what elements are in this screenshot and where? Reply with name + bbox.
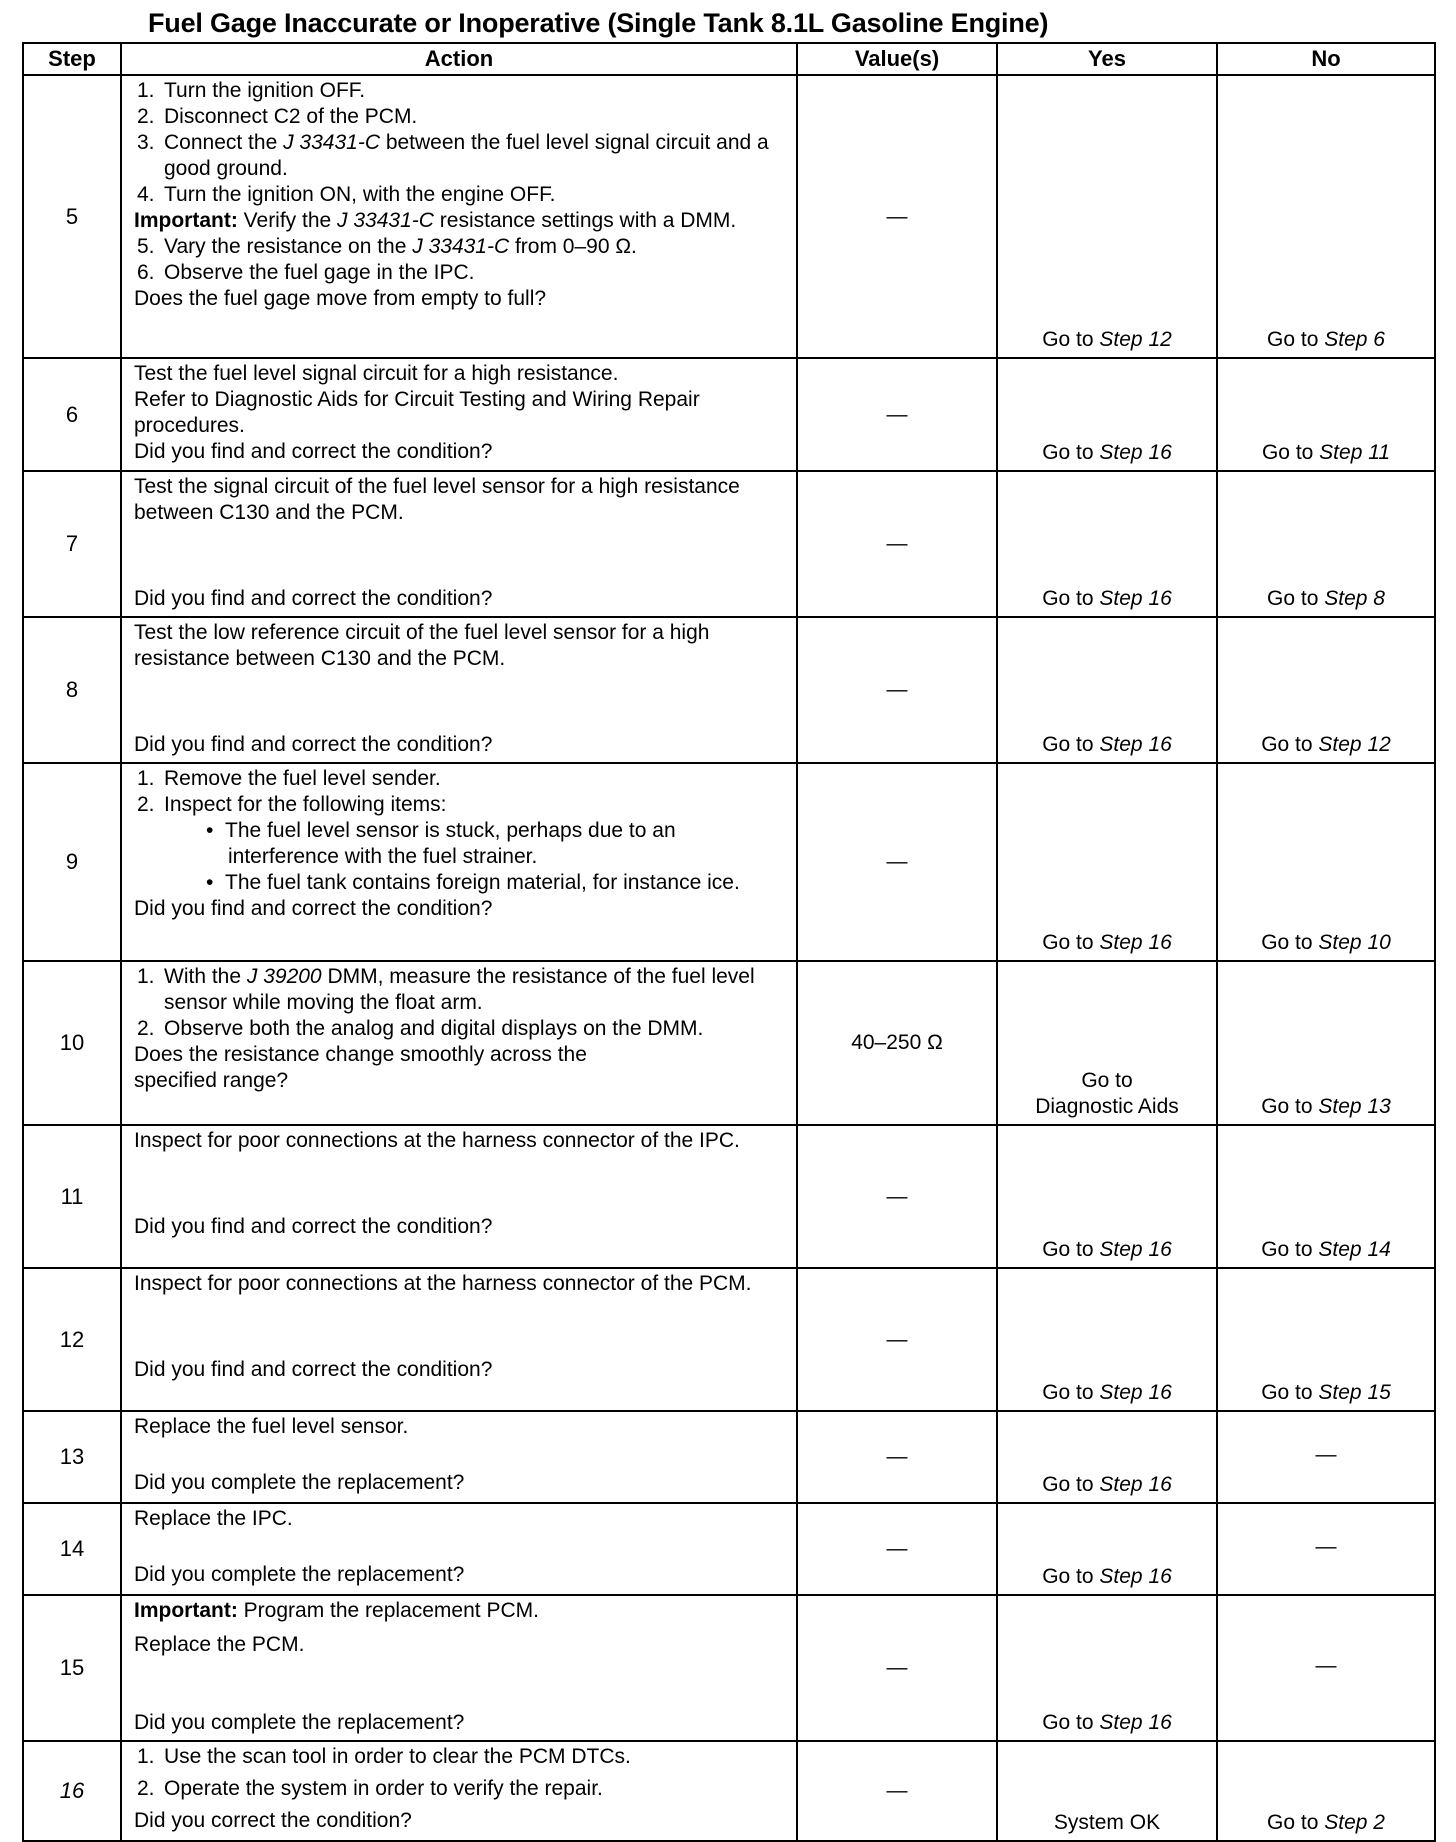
value-cell: — xyxy=(797,75,997,358)
step-number: 8 xyxy=(23,617,121,763)
yes-cell: Go to Diagnostic Aids xyxy=(997,961,1217,1125)
question-text: Did you find and correct the condition? xyxy=(134,587,493,610)
step-number: 5 xyxy=(23,75,121,358)
no-cell: Go to Step 6 xyxy=(1217,75,1435,358)
value-cell: — xyxy=(797,358,997,471)
no-cell: Go to Step 15 xyxy=(1217,1268,1435,1411)
value-cell: — xyxy=(797,617,997,763)
action-cell: 1. With the J 39200 DMM, measure the resistance of the fuel level sensor while moving the float arm. 2. Observe both the analog and digital displays on the DMM. Does the resistance change smoothly across the specified range? xyxy=(121,961,797,1125)
table-row xyxy=(23,1268,1435,1411)
no-cell: Go to Step 8 xyxy=(1217,471,1435,617)
question-text: Did you complete the replacement? xyxy=(134,1711,465,1734)
yes-cell: Go to Step 12 xyxy=(997,75,1217,358)
step-number: 9 xyxy=(23,763,121,961)
header-no: No xyxy=(1217,43,1435,75)
value-cell: — xyxy=(797,763,997,961)
value-cell: — xyxy=(797,1503,997,1595)
no-cell: — xyxy=(1217,1411,1435,1503)
step-number: 16 xyxy=(23,1741,121,1841)
yes-cell: Go to Step 16 xyxy=(997,617,1217,763)
page-title: Fuel Gage Inaccurate or Inoperative (Single Tank 8.1L Gasoline Engine) xyxy=(148,8,1049,38)
table-row xyxy=(23,1503,1435,1595)
header-step: Step xyxy=(23,43,121,75)
header-yes: Yes xyxy=(997,43,1217,75)
yes-cell: Go to Step 16 xyxy=(997,1595,1217,1741)
value-cell: — xyxy=(797,1741,997,1841)
no-cell: Go to Step 13 xyxy=(1217,961,1435,1125)
yes-cell: Go to Step 16 xyxy=(997,358,1217,471)
yes-cell: Go to Step 16 xyxy=(997,471,1217,617)
action-cell: Test the low reference circuit of the fuel level sensor for a high resistance between C130 and the PCM. Did you find and correct the condition? xyxy=(121,617,797,763)
yes-cell: Go to Step 16 xyxy=(997,763,1217,961)
yes-cell: Go to Step 16 xyxy=(997,1125,1217,1268)
value-cell: — xyxy=(797,1125,997,1268)
important-label: Important: xyxy=(134,1599,238,1622)
header-values: Value(s) xyxy=(797,43,997,75)
action-cell: 1. Remove the fuel level sender. 2. Inspect for the following items: • The fuel level sensor is stuck, perhaps due to an interference with the fuel strainer. • The fuel tank contains foreign material, for instance ice. Did you find and correct the condition? xyxy=(121,763,797,961)
table-row xyxy=(23,763,1435,961)
action-cell: Inspect for poor connections at the harness connector of the IPC. Did you find and correct the condition? xyxy=(121,1125,797,1268)
action-cell: Inspect for poor connections at the harness connector of the PCM. Did you find and correct the condition? xyxy=(121,1268,797,1411)
action-cell: 1. Use the scan tool in order to clear the PCM DTCs. 2. Operate the system in order to verify the repair. Did you correct the condition? xyxy=(121,1741,797,1841)
value-cell: — xyxy=(797,1595,997,1741)
table-row xyxy=(23,1125,1435,1268)
question-text: Did you find and correct the condition? xyxy=(134,1215,493,1238)
no-cell: Go to Step 14 xyxy=(1217,1125,1435,1268)
table-row xyxy=(23,1741,1435,1841)
step-number: 12 xyxy=(23,1268,121,1411)
important-label: Important: xyxy=(134,209,238,232)
question-text: Did you find and correct the condition? xyxy=(134,440,493,463)
table-row xyxy=(23,471,1435,617)
question-text: Did you find and correct the condition? xyxy=(134,733,493,756)
table-row xyxy=(23,617,1435,763)
question-text: Did you complete the replacement? xyxy=(134,1563,465,1586)
value-cell: 40–250 Ω xyxy=(797,961,997,1125)
action-cell: Test the fuel level signal circuit for a high resistance. Refer to Diagnostic Aids for Circuit Testing and Wiring Repair procedures. Did you find and correct the condition? xyxy=(121,358,797,471)
table-header-row xyxy=(23,43,1435,75)
no-cell: — xyxy=(1217,1595,1435,1741)
value-cell: — xyxy=(797,1268,997,1411)
no-cell: Go to Step 10 xyxy=(1217,763,1435,961)
step-number: 10 xyxy=(23,961,121,1125)
question-text: Does the fuel gage move from empty to full? xyxy=(134,287,547,310)
value-cell: — xyxy=(797,1411,997,1503)
question-text: Did you correct the condition? xyxy=(134,1809,412,1832)
question-text: Does the resistance change smoothly across the specified range? xyxy=(134,1043,587,1092)
question-text: Did you find and correct the condition? xyxy=(134,1358,493,1381)
action-cell: Replace the IPC. Did you complete the replacement? xyxy=(121,1503,797,1595)
action-cell: Replace the fuel level sensor. Did you complete the replacement? xyxy=(121,1411,797,1503)
step-number: 11 xyxy=(23,1125,121,1268)
table-row xyxy=(23,75,1435,358)
no-cell: Go to Step 11 xyxy=(1217,358,1435,471)
step-number: 13 xyxy=(23,1411,121,1503)
yes-cell: System OK xyxy=(997,1741,1217,1841)
yes-cell: Go to Step 16 xyxy=(997,1268,1217,1411)
action-cell: Test the signal circuit of the fuel level sensor for a high resistance between C130 and the PCM. Did you find and correct the condition? xyxy=(121,471,797,617)
no-cell: Go to Step 2 xyxy=(1217,1741,1435,1841)
action-cell: 1. Turn the ignition OFF. 2. Disconnect C2 of the PCM. 3. Connect the J 33431-C between the fuel level signal circuit and a good ground. 4. Turn the ignition ON, with the engine OFF. Important: Verify the J 33431-C resistance settings with a DMM. 5. Vary the resistance on the J 33431-C from 0–90 Ω. 6. Observe the fuel gage in the IPC. Does the fuel gage move from empty to full? xyxy=(121,75,797,358)
table-row xyxy=(23,1411,1435,1503)
step-number: 14 xyxy=(23,1503,121,1595)
question-text: Did you find and correct the condition? xyxy=(134,897,493,920)
step-number: 7 xyxy=(23,471,121,617)
yes-cell: Go to Step 16 xyxy=(997,1503,1217,1595)
question-text: Did you complete the replacement? xyxy=(134,1471,465,1494)
header-action: Action xyxy=(121,43,797,75)
table-row xyxy=(23,961,1435,1125)
diagnostic-table xyxy=(22,42,1436,1842)
no-cell: Go to Step 12 xyxy=(1217,617,1435,763)
step-number: 6 xyxy=(23,358,121,471)
no-cell: — xyxy=(1217,1503,1435,1595)
action-cell: Important: Program the replacement PCM. Replace the PCM. Did you complete the replacement? xyxy=(121,1595,797,1741)
yes-cell: Go to Step 16 xyxy=(997,1411,1217,1503)
table-row xyxy=(23,358,1435,471)
value-cell: — xyxy=(797,471,997,617)
step-number: 15 xyxy=(23,1595,121,1741)
table-row xyxy=(23,1595,1435,1741)
